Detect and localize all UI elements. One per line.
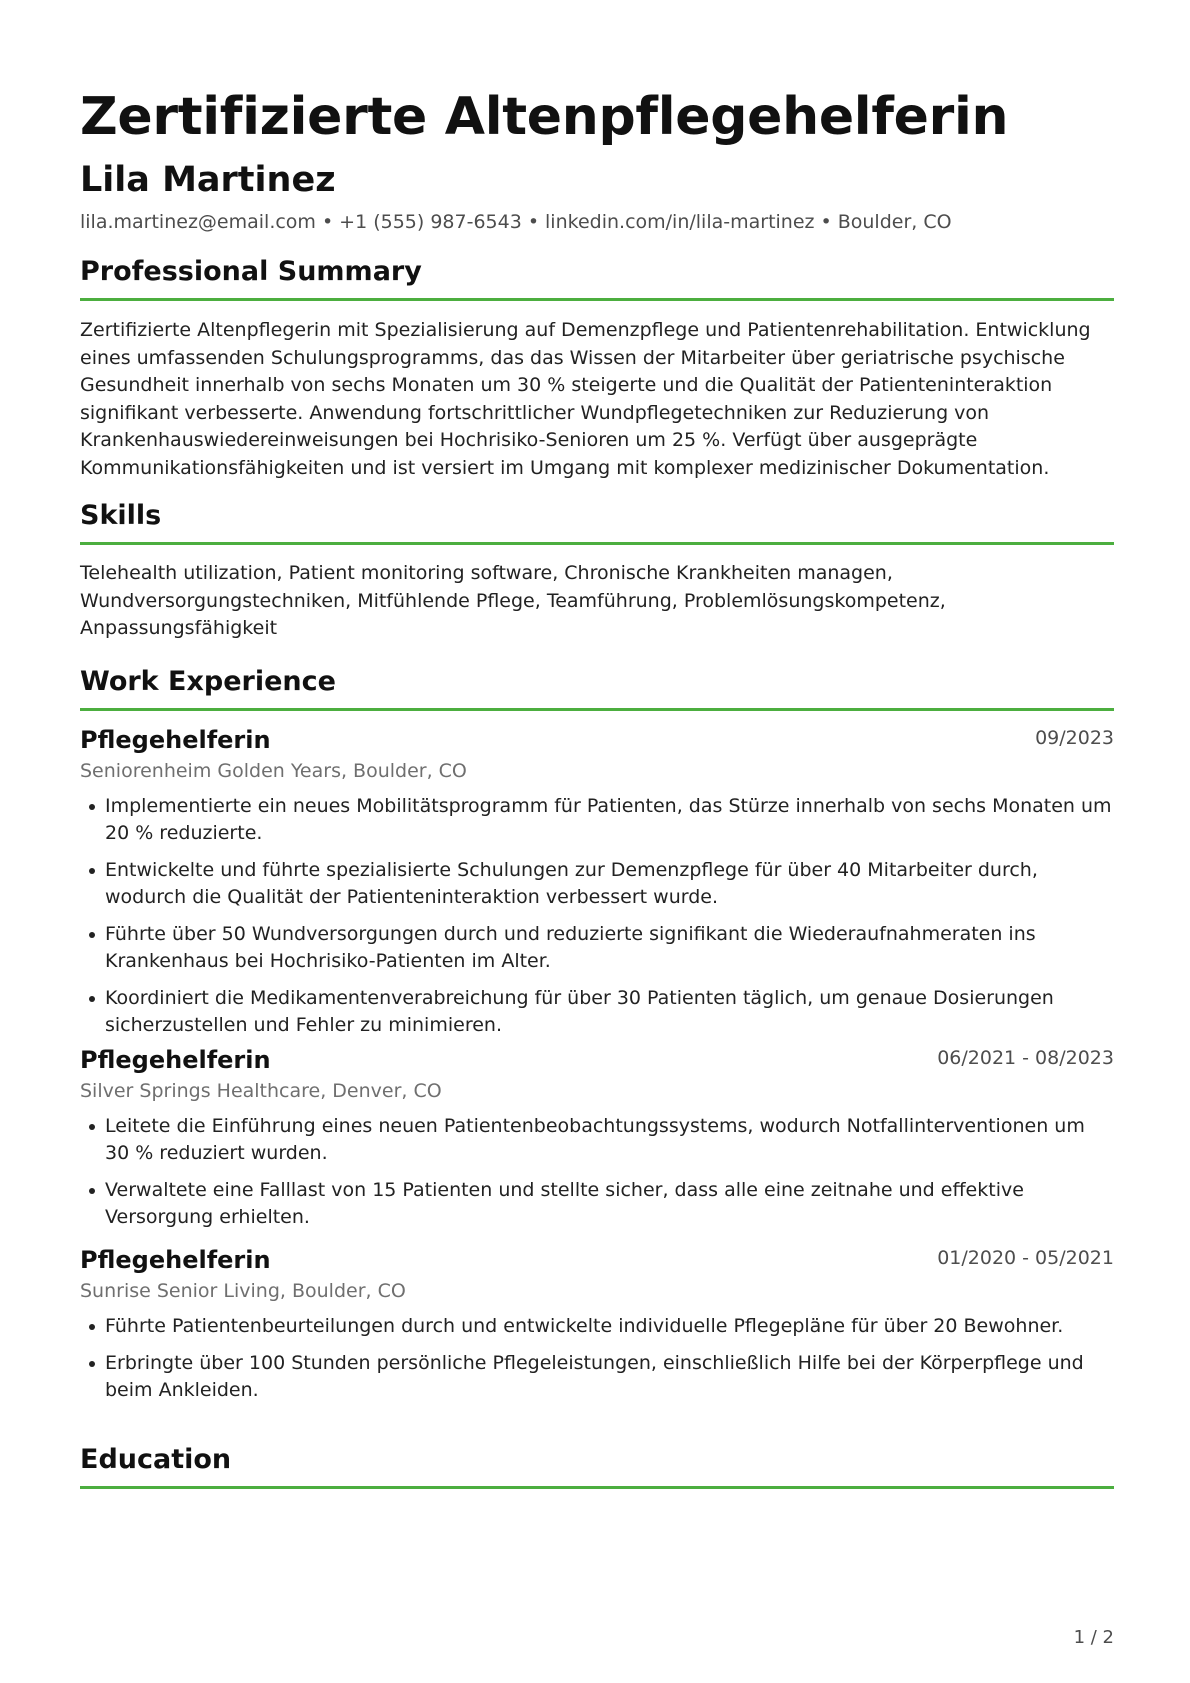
contact-separator: •: [527, 211, 540, 233]
contact-email: lila.martinez@email.com: [80, 211, 316, 233]
page-number: 1 / 2: [1073, 1627, 1114, 1648]
job-company: Silver Springs Healthcare, Denver, CO: [80, 1080, 442, 1102]
job-title: Pflegehelferin: [80, 1246, 271, 1274]
job-dates: 01/2020 - 05/2021: [937, 1247, 1114, 1269]
job-bullet: Leitete die Einführung eines neuen Patientenbeobachtungssystems, wodurch Notfallinterventionen um 30 % reduziert wurden.: [80, 1113, 1114, 1167]
skills-text: Telehealth utilization, Patient monitoring software, Chronische Krankheiten managen, Wundversorgungstechniken, Mitfühlende Pflege, Teamführung, Problemlösungskompetenz, Anpassungsfähigkeit: [80, 562, 946, 639]
job-title: Pflegehelferin: [80, 1046, 271, 1074]
contact-linkedin: linkedin.com/in/lila-martinez: [545, 211, 815, 233]
job-company: Sunrise Senior Living, Boulder, CO: [80, 1280, 406, 1302]
job-bullet: Führte über 50 Wundversorgungen durch und reduzierte signifikant die Wiederaufnahmeraten ins Krankenhaus bei Hochrisiko-Patienten im Alter.: [80, 921, 1114, 975]
document-title: Zertifizierte Altenpflegehelferin: [80, 87, 1009, 147]
job-bullet: Koordiniert die Medikamentenverabreichung für über 30 Patienten täglich, um genaue Dosierungen sicherzustellen und Fehler zu minimieren.: [80, 985, 1114, 1039]
job-bullet-list: [80, 1113, 1114, 1231]
job-entry: [80, 1244, 1114, 1414]
job-bullet: Entwickelte und führte spezialisierte Schulungen zur Demenzpflege für über 40 Mitarbeiter durch, wodurch die Qualität der Patienteninteraktion verbessert wurde.: [80, 857, 1114, 911]
contact-phone: +1 (555) 987-6543: [339, 211, 522, 233]
summary-text: Zertifizierte Altenpflegerin mit Spezialisierung auf Demenzpflege und Patientenrehabilitation. Entwicklung eines umfassenden Schulungsprogramms, das das Wissen der Mitarbeiter über geriatrische psychische Gesundheit innerhalb von sechs Monaten um 30 % steigerte und die Qualität der Patienteninteraktion signifikant verbesserte. Anwendung fortschrittlicher Wundpflegetechniken zur Reduzierung von Krankenhauswiedereinweisungen bei Hochrisiko-Senioren um 25 %. Verfügt über ausgeprägte Kommunikationsfähigkeiten und ist versiert im Umgang mit komplexer medizinischer Dokumentation.: [80, 319, 1091, 479]
summary-heading: Professional Summary: [80, 254, 1114, 301]
job-bullet-list: [80, 1313, 1114, 1404]
job-entry: [80, 724, 1114, 1049]
job-bullet: Erbringte über 100 Stunden persönliche Pflegeleistungen, einschließlich Hilfe bei der Körperpflege und beim Ankleiden.: [80, 1350, 1114, 1404]
contact-separator: •: [321, 211, 334, 233]
job-bullet-list: [80, 793, 1114, 1039]
job-company: Seniorenheim Golden Years, Boulder, CO: [80, 760, 467, 782]
job-bullet: Verwaltete eine Falllast von 15 Patienten und stellte sicher, dass alle eine zeitnahe und effektive Versorgung erhielten.: [80, 1177, 1114, 1231]
job-header: [80, 1244, 1114, 1278]
job-bullet: Implementierte ein neues Mobilitätsprogramm für Patienten, das Stürze innerhalb von sechs Monaten um 20 % reduzierte.: [80, 793, 1114, 847]
job-bullet: Führte Patientenbeurteilungen durch und entwickelte individuelle Pflegepläne für über 20 Bewohner.: [80, 1313, 1114, 1340]
experience-heading: Work Experience: [80, 664, 1114, 711]
contact-line: [80, 209, 952, 235]
job-dates: 09/2023: [1035, 727, 1114, 749]
job-dates: 06/2021 - 08/2023: [937, 1047, 1114, 1069]
job-header: [80, 724, 1114, 758]
contact-separator: •: [820, 211, 832, 233]
job-title: Pflegehelferin: [80, 726, 271, 754]
job-entry: [80, 1044, 1114, 1241]
person-name: Lila Martinez: [80, 160, 336, 200]
contact-location: Boulder, CO: [837, 211, 952, 233]
job-header: [80, 1044, 1114, 1078]
skills-heading: Skills: [80, 498, 1114, 545]
education-heading: Education: [80, 1442, 1114, 1489]
